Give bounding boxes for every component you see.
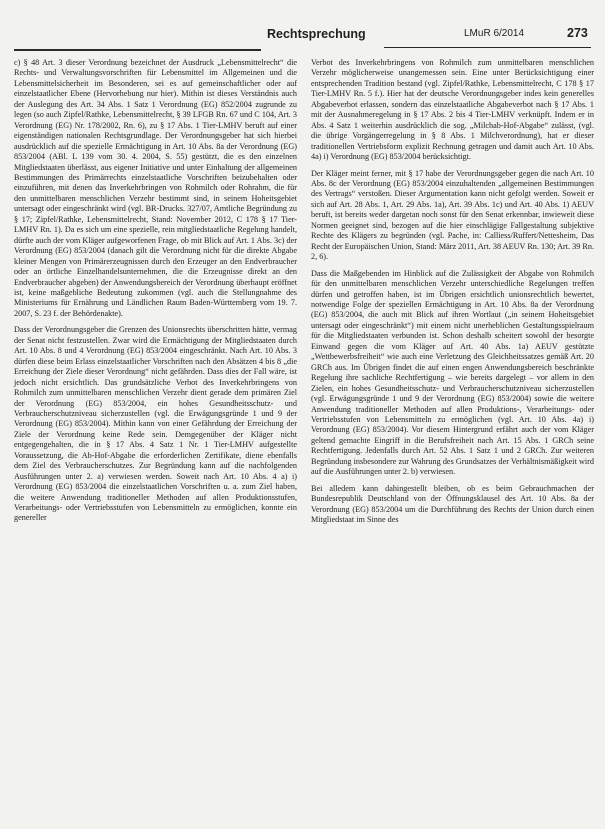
page-header xyxy=(14,25,591,51)
page-number: 273 xyxy=(567,26,588,40)
text-column-left xyxy=(14,58,297,530)
text-column-right xyxy=(311,58,594,531)
journal-issue: LMuR 6/2014 xyxy=(464,28,525,39)
paragraph: Der Kläger meint ferner, mit § 17 habe der Verordnungsgeber gegen die nach Art. 10 Abs. 8c der Verordnung (EG) 853/2004 einzuhaltenden „allgemeinen Bestimmungen des Vertrags“ verstoßen. Dieser Argumentation kann nicht gefolgt werden. Soweit er sich auf Art. 28 Abs. 1, Art. 29 Abs. 1a), Art. 39 Abs. 1c) und Art. 40 Abs. 1) AEUV beruft, ist bereits weder dargetan noch sonst für den Senat erkennbar, inwieweit diese Normen geeignet sind, bezogen auf die hier einschlägige Fallgestaltung subjektive Rechte des Klägers zu begründen (vgl. Pache, in: Calliess/Ruffert/Nettesheim, Das Recht der Europäischen Union, Stand: März 2011, Art. 38 AEUV Rn. 130; Art. 39 Rn. 2, 6). xyxy=(311,168,594,262)
paragraph: Dass der Verordnungsgeber die Grenzen des Unionsrechts überschritten hätte, vermag der Senat nicht festzustellen. Zwar wird die Ermächtigung der Mitgliedstaaten durch Art. 10 Abs. 8 und 4 Verordnung (EG) 853/2004 eingeschränkt. Nach Art. 10 Abs. 3 dürfen diese beim Erlass einzelstaatlicher Vorschriften nach den Absätzen 4 bis 8 „die Erreichung der Ziele dieser Verordnung“ nicht gefährden. Dass dies der Fall wäre, ist jedoch nicht ersichtlich. Das grundsätzliche Verbot des Inverkehrbringens von Rohmilch zum unmittelbaren menschlichen Verzehr dient gerade dem primären Ziel der Verordnung (EG) 853/2004, ein hohes Gesundheitsschutz- und Verbraucherschutzniveau sicherzustellen (vgl. die Erwägungsgründe 1 und 9 der Verordnung (EG) 853/2004). Mithin kann von einer Gefährdung der Erreichung der Ziele der Verordnung keine Rede sein. Demgegenüber der Kläger nicht entgegengehalten, die in § 17 Abs. 4 Satz 1 Nr. 1 Tier-LMHV aufgestellte Voraussetzung, die Ab-Hof-Abgabe die erforderlichen Zertifikate, diene ebenfalls dem Ziel des Verbraucherschutzes. Zur Begründung kann auf die nachfolgenden Ausführungen unter 2. a) verwiesen werden. Soweit nach Art. 10 Abs. 4 a) i) Verordnung (EG) 853/2004 die einzelstaatlichen Vorschriften u. a. zum Ziel haben, die weitere Anwendung traditioneller Methoden auf allen Produktionsstufen, Verarbeitungs- oder Vertriebsstufen von Lebensmitteln zu ermöglichen, konnte ein genereller xyxy=(14,325,297,523)
paragraph: Bei alledem kann dahingestellt bleiben, ob es beim Gebrauchmachen der Bundesrepublik Deutschland von der Öffnungsklausel des Art. 10 Abs. 8a der Verordnung (EG) 853/2004 um die Durchführung des Rechts der Union durch einen Mitgliedstaat im Sinne des xyxy=(311,483,594,525)
paragraph: Verbot des Inverkehrbringens von Rohmilch zum unmittelbaren menschlichen Verzehr möglicherweise unangemessen sein. Eine unter Berücksichtigung einer entsprechenden Tradition bestand (vgl. Zipfel/Rathke, Lebensmittelrecht, C 178 § 17 Tier-LMHV Rn. 5 f.). Hier hat der deutsche Verordnungsgeber indes kein generelles Abgabeverbot erlassen, sondern das einzelstaatliche Abgabeverbot nach § 17 Abs. 1 mit der Ausnahmeregelung in § 17 Abs. 2 bis 4 Tier-LMHV verknüpft. Indem er in Abs. 4 Satz 1 weiterhin ausdrücklich die sog. „Milchab-Hof-Abgabe“ zulässt, (vgl. die übrige Vorgängerregelung in § 8 Abs. 1 Milchverordnung), hat er dieser traditionellen Vertriebsform explizit Rechnung getragen und damit auch Art. 10 Abs. 4a) i) Verordnung (EG) 853/2004 berücksichtigt. xyxy=(311,58,594,162)
paragraph: c) § 48 Art. 3 dieser Verordnung bezeichnet der Ausdruck „Lebensmittelrecht“ die Rechts- und Verwaltungsvorschriften für Lebensmittel im Allgemeinen und die Lebensmittelsicherheit im Besonderen, sei es auf gemeinschaftlicher oder auf einzelstaatlicher Ebene (Hervorhebung nur hier). Mithin ist dieses Verständnis auch der Auslegung des Art. 34 Abs. 1 Satz 1 Verordnung (EG) 852/2004 zugrunde zu legen (so auch Zipfel/Rathke, Lebensmittelrecht, § 39 LFGB Rn. 67 und C 104, Art. 3 Verordnung (EG) Nr. 178/2002, Rn. 6), zu § 17 Abs. 1 Tier-LMHV beruft auf einer eigenständigen nationalen Rechtsgrundlage. Der Verordnungsgeber hat sich hierbei ausdrücklich auf die spezielle Ermächtigung in Art. 10 Abs. 8a der Verordnung (EG) 853/2004 (ABl. L 139 vom 30. 4. 2004, S. 55) gestützt, die es den einzelnen Mitgliedstaaten überlässt, aus eigener Initiative und unter Einhaltung der allgemeinen Bestimmungen des Primärrechts einzelstaatliche Vorschriften beizubehalten oder einzuführen, mit denen das Inverkehrbringen von Rohmilch oder Rohrahm, die für den unmittelbaren menschlichen Verzehr bestimmt sind, in seinem Hoheitsgebiet untersagt oder eingeschränkt wird (vgl. BR-Drucks. 327/07, Amtliche Begründung zu § 17; Zipfel/Rathke, Lebensmittelrecht, Stand: November 2012, C 178 § 17 Tier-LMHV Rn. 1). Da es sich um eine spezielle, rein mitgliedstaatliche Regelung handelt, dürfte auch der vom Kläger aufgeworfenen Frage, ob mit Blick auf Art. 1 Abs. 3c) der Verordnung (EG) 853/2004 (danach gilt die Verordnung nicht für die direkte Abgabe kleiner Mengen von Primärerzeugnissen durch den Erzeuger an den Endverbraucher oder an örtliche Einzelhandelsunternehmen, die die Erzeugnisse direkt an den Endverbraucher abgeben) der Anwendungsbereich der Verordnung überhaupt eröffnet ist, keine maßgebliche Bedeutung zukommen (vgl. auch die Stellungnahme des Ministeriums für Ernährung und Ländlichen Raum Baden-Württemberg vom 19. 7. 2007, S. 23 f. der Behördenakte). xyxy=(14,58,297,318)
paragraph: Dass die Maßgebenden im Hinblick auf die Zulässigkeit der Abgabe von Rohmilch für den unmittelbaren menschlichen Verzehr unterschiedliche Regelungen treffen dürfen und getroffen haben, ist im Übrigen ersichtlich unionsrechtlich bewertet, notwendige Folge der speziellen Ermächtigung in Art. 10 Abs. 8a der Verordnung (EG) 853/2004, die auch mit Blick auf ihren Wortlaut („in seinem Hoheitsgebiet untersagt oder eingeschränkt“) mit einem nicht unerheblichen Gestaltungsspielraum für die Mitgliedstaaten verbunden ist. Schon deshalb scheitert sowohl der besorgte Einwand gegen die vom Kläger auf Art. 40 Abs. 1a) AEUV gestützte „Wettbewerbsfreiheit“ wie auch eine Verletzung des Gleichheitssatzes gemäß Art. 20 GRCh aus. Im Übrigen findet die auf einen engen Anwendungsbereich beschränkte Regelung ihre sachliche Rechtfertigung – wie bereits dargelegt – vor allem in den Zielen, ein hohes Gesundheitsschutz- und Verbraucherschutzniveau sicherzustellen (vgl. Erwägungsgründe 1 und 9 der Verordnung (EG) 853/2004) sowie die weitere Anwendung traditioneller Methoden auf allen Produktions-, Verarbeitungs- oder Vertriebsstufen von Lebensmitteln zu ermöglichen (vgl. Art. 10 Abs. 4a) i) Verordnung (EG) 853/2004). Vor diesem Hintergrund erfährt auch der vom Kläger geltend gemachte Eingriff in die Berufsfreiheit nach Art. 15 Abs. 1 GRCh seine Rechtfertigung. Jedenfalls durch Art. 52 Abs. 1 Satz 1 und 2 GRCh. Zur weiteren Begründung insbesondere zur Wahrung des Grundsatzes der Verhältnismäßigkeit wird auf die Ausführungen unter 2. b) verwiesen. xyxy=(311,268,594,477)
header-rule-left xyxy=(14,25,261,51)
header-rule-right xyxy=(384,47,591,48)
section-title: Rechtsprechung xyxy=(267,27,366,41)
